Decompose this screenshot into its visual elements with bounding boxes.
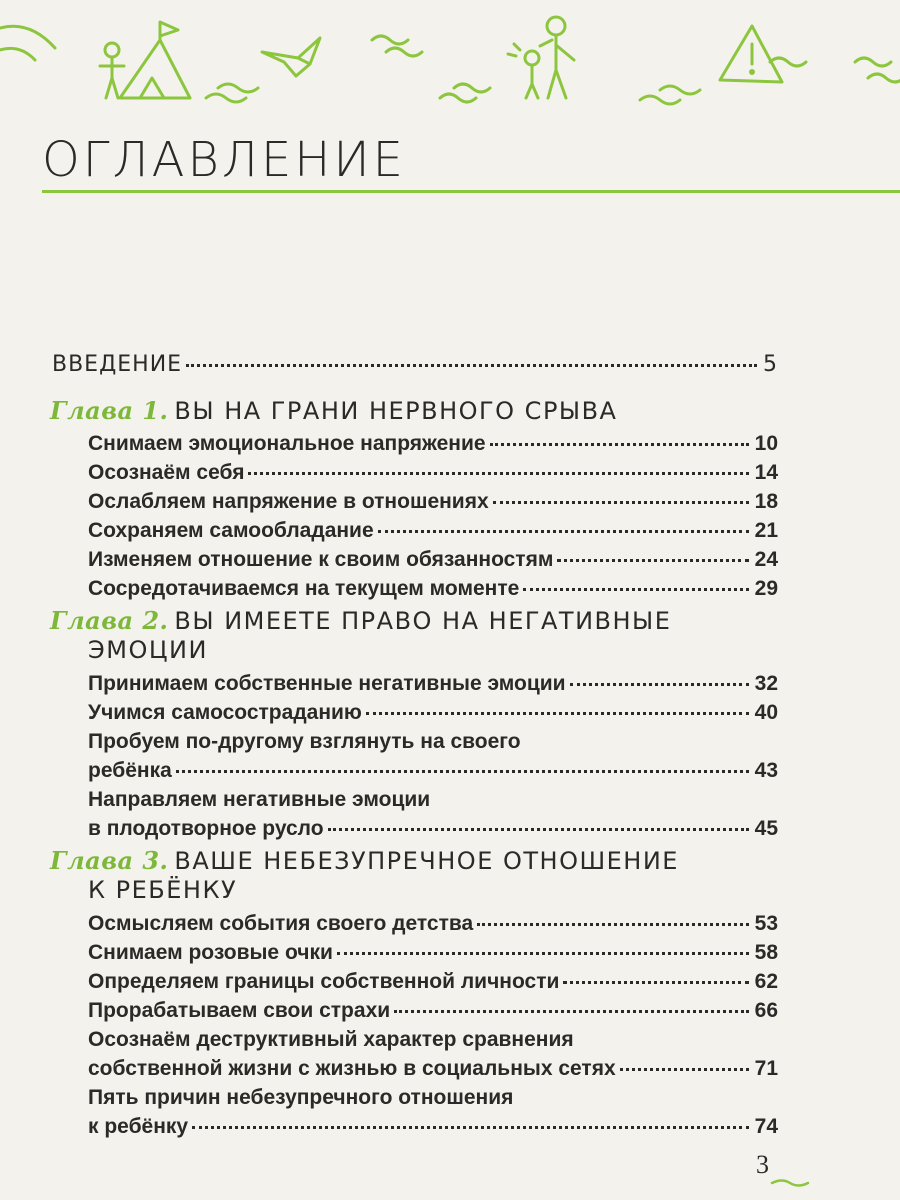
dot-leader [570, 683, 749, 686]
entry-page-number: 62 [754, 970, 778, 993]
dot-leader [186, 364, 757, 367]
toc-entry[interactable] [88, 490, 778, 514]
chapter-title: К РЕБЁНКУ [88, 876, 238, 904]
entry-page-number: 66 [754, 999, 778, 1022]
entry-title: ребёнка [88, 759, 172, 782]
toc-entry[interactable] [88, 577, 778, 601]
chapter-label: Глава 3. [50, 846, 169, 875]
toc-entry[interactable] [88, 912, 778, 936]
chapter-heading[interactable] [50, 396, 617, 425]
chapter-heading[interactable] [88, 876, 237, 904]
entry-title: Изменяем отношение к своим обязанностям [88, 548, 554, 571]
entry-page-number: 45 [754, 817, 778, 840]
entry-page-number: 40 [754, 701, 778, 724]
entry-title: Прорабатываем свои страхи [88, 999, 391, 1022]
entry-title: Сосредотачиваемся на текущем моменте [88, 577, 520, 600]
dot-leader [557, 559, 748, 562]
toc-entry[interactable] [88, 672, 778, 696]
toc-entry-line[interactable]: Пробуем по-другому взглянуть на своего [88, 730, 521, 753]
chapter-title: ЭМОЦИИ [88, 636, 208, 664]
dot-leader [394, 1010, 748, 1013]
entry-title: Учимся самосостраданию [88, 701, 362, 724]
toc-entry-line[interactable]: Направляем негативные эмоции [88, 788, 431, 811]
toc-entry[interactable] [88, 1057, 778, 1081]
entry-title: к ребёнку [88, 1115, 189, 1138]
chapter-heading[interactable] [50, 606, 671, 635]
entry-title: в плодотворное русло [88, 817, 324, 840]
dot-leader [620, 1068, 749, 1071]
entry-page-number: 18 [754, 490, 778, 513]
page-title: ОГЛАВЛЕНИЕ [42, 132, 406, 188]
parent-child-icon [508, 17, 574, 98]
toc-entry[interactable] [88, 999, 778, 1023]
entry-page-number: 58 [754, 941, 778, 964]
toc-entry[interactable] [88, 461, 778, 485]
dot-leader [192, 1126, 749, 1129]
toc-entry-intro[interactable] [52, 352, 778, 377]
dot-leader [248, 472, 748, 475]
bird-icon [262, 38, 320, 76]
dot-leader [493, 501, 749, 504]
toc-entry[interactable] [88, 970, 778, 994]
entry-page-number: 10 [754, 432, 778, 455]
toc-entry[interactable] [88, 548, 778, 572]
page-number: 3 [756, 1150, 769, 1179]
dot-leader [490, 443, 749, 446]
toc-entry[interactable] [88, 817, 778, 841]
entry-title: Сохраняем самообладание [88, 519, 374, 542]
page-number-swash-icon [770, 1178, 810, 1188]
toc-entry[interactable] [88, 759, 778, 783]
dot-leader [337, 952, 749, 955]
entry-page-number: 43 [754, 759, 778, 782]
header-decoration [0, 0, 900, 110]
entry-page-number: 14 [754, 461, 778, 484]
entry-page-number: 32 [754, 672, 778, 695]
chapter-title: ВЫ НА ГРАНИ НЕРВНОГО СРЫВА [174, 397, 618, 425]
dot-leader [563, 981, 748, 984]
chapter-heading[interactable] [88, 636, 208, 664]
entry-title: Осознаём себя [88, 461, 245, 484]
entry-title: Снимаем эмоциональное напряжение [88, 432, 486, 455]
entry-page-number: 74 [754, 1115, 778, 1138]
toc-entry[interactable] [88, 519, 778, 543]
dot-leader [378, 530, 749, 533]
chapter-title: ВАШЕ НЕБЕЗУПРЕЧНОЕ ОТНОШЕНИЕ [174, 847, 679, 875]
warning-icon [720, 26, 782, 82]
title-underline [42, 190, 900, 193]
entry-page-number: 71 [754, 1057, 778, 1080]
entry-title: собственной жизни с жизнью в социальных сетях [88, 1057, 616, 1080]
child-tent-icon [100, 22, 190, 98]
entry-title: ВВЕДЕНИЕ [52, 352, 183, 377]
toc-entry-line[interactable]: Осознаём деструктивный характер сравнения [88, 1028, 574, 1051]
toc-entry[interactable] [88, 1115, 778, 1139]
entry-page-number: 53 [754, 912, 778, 935]
entry-title: Осмысляем события своего детства [88, 912, 474, 935]
entry-title: Ослабляем напряжение в отношениях [88, 490, 489, 513]
toc-entry[interactable] [88, 701, 778, 725]
entry-page-number: 29 [754, 577, 778, 600]
chapter-label: Глава 1. [50, 396, 169, 425]
dot-leader [523, 588, 748, 591]
entry-page-number: 5 [763, 352, 778, 377]
entry-title: Снимаем розовые очки [88, 941, 333, 964]
chapter-label: Глава 2. [50, 606, 169, 635]
toc-entry-line[interactable]: Пять причин небезупречного отношения [88, 1086, 514, 1109]
toc-entry[interactable] [88, 432, 778, 456]
dot-leader [328, 828, 749, 831]
entry-title: Принимаем собственные негативные эмоции [88, 672, 566, 695]
toc-entry[interactable] [88, 941, 778, 965]
chapter-heading[interactable] [50, 846, 679, 875]
entry-page-number: 21 [754, 519, 778, 542]
entry-page-number: 24 [754, 548, 778, 571]
dot-leader [176, 770, 749, 773]
dot-leader [366, 712, 749, 715]
dot-leader [477, 923, 748, 926]
chapter-title: ВЫ ИМЕЕТЕ ПРАВО НА НЕГАТИВНЫЕ [174, 607, 672, 635]
entry-title: Определяем границы собственной личности [88, 970, 560, 993]
